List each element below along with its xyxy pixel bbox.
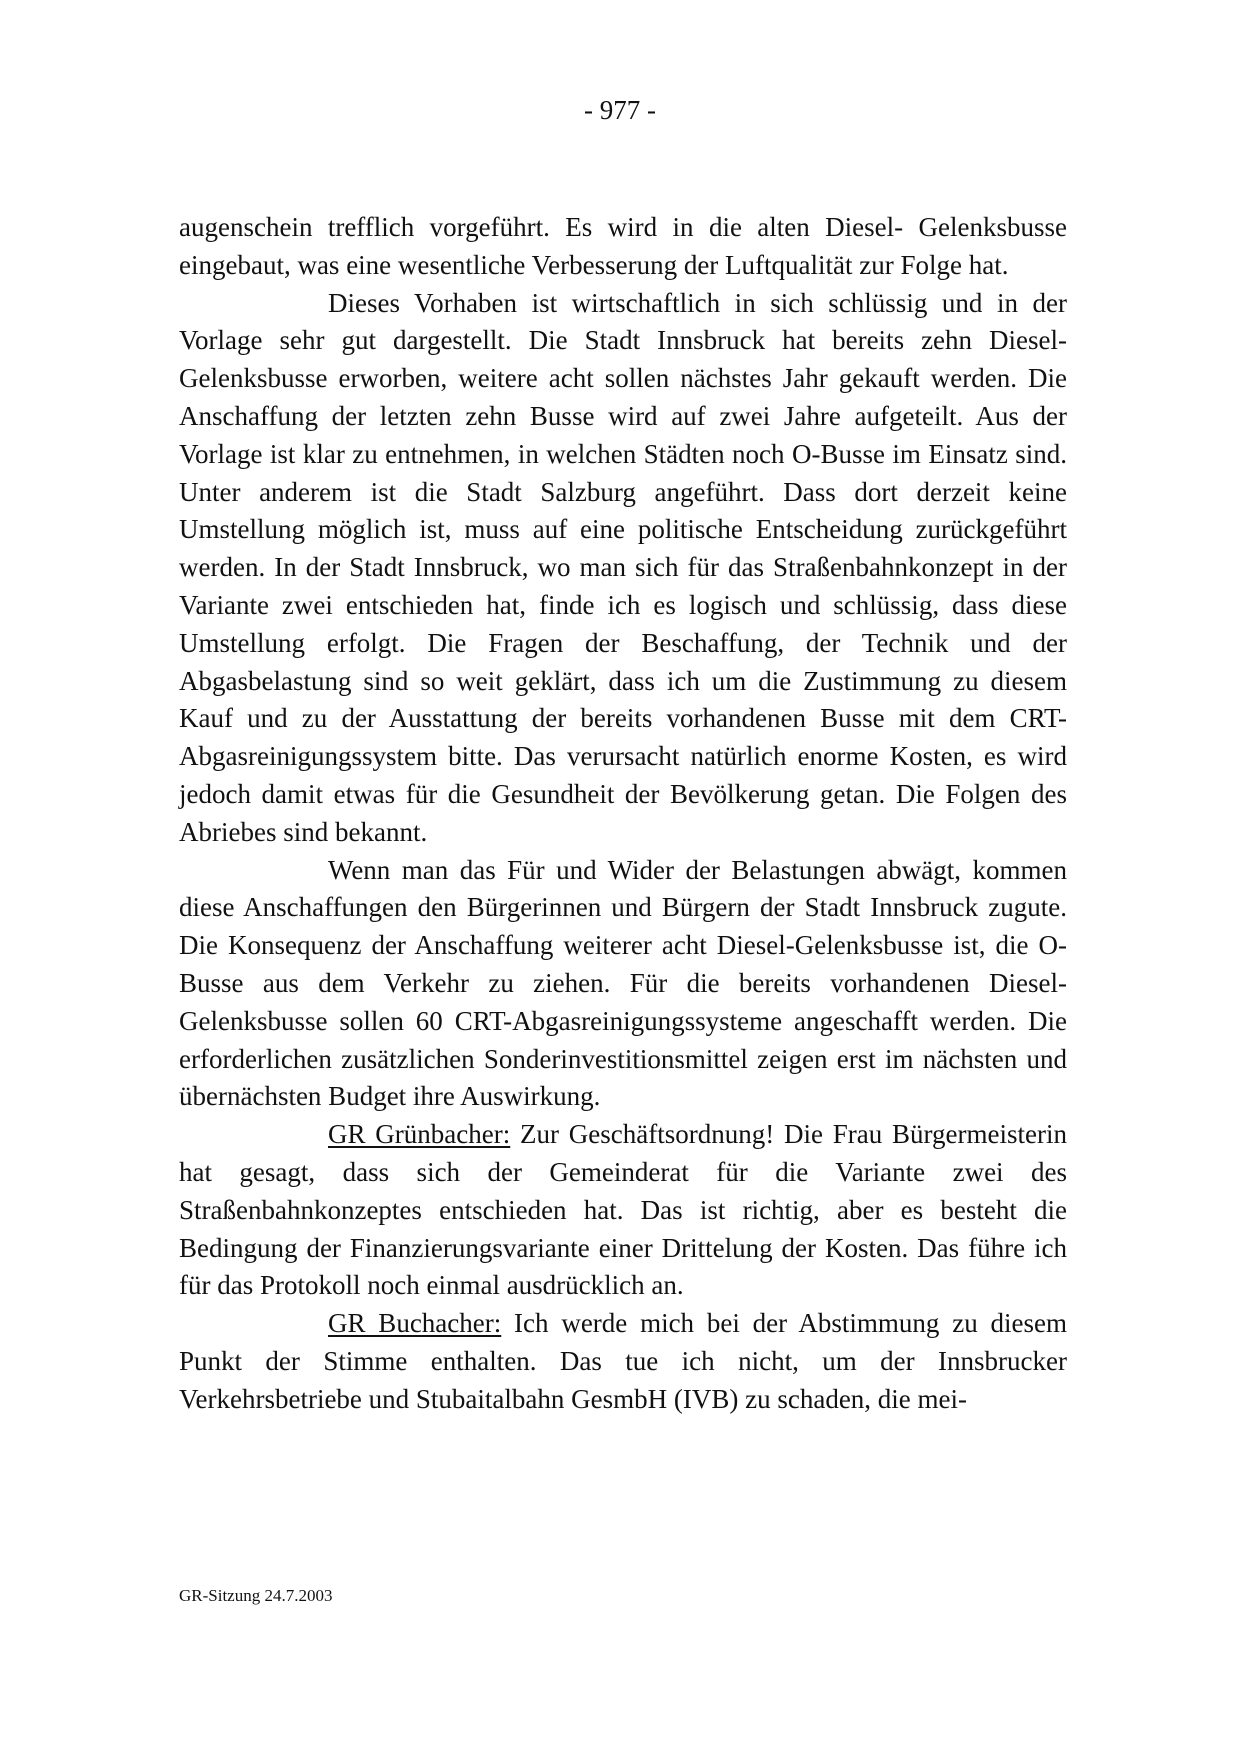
paragraph-vorhaben: Dieses Vorhaben ist wirtschaftlich in sich schlüssig und in der Vorlage sehr gut dargestellt. Die Stadt Innsbruck hat bereits zehn Diesel-Gelenksbusse erworben, weitere acht sollen nächstes Jahr gekauft werden. Die Anschaffung der letzten zehn Busse wird auf zwei Jahre aufgeteilt. Aus der Vorlage ist klar zu entnehmen, in welchen Städten noch O-Busse im Einsatz sind. Unter anderem ist die Stadt Salzburg angeführt. Dass dort derzeit keine Umstellung möglich ist, muss auf eine politische Entscheidung zurückgeführt werden. In der Stadt Innsbruck, wo man sich für das Straßenbahnkonzept in der Variante zwei entschieden hat, finde ich es logisch und schlüssig, dass diese Umstellung erfolgt. Die Fragen der Beschaffung, der Technik und der Abgasbelastung sind so weit geklärt, dass ich um die Zustimmung zu diesem Kauf und zu der Ausstattung der bereits vorhandenen Busse mit dem CRT-Abgasreinigungssystem bitte. Das verursacht natürlich enorme Kosten, es wird jedoch damit etwas für die Gesundheit der Bevölkerung getan. Die Folgen des Abriebes sind bekannt.	[179, 287, 1067, 847]
paragraph-continuation: augenschein trefflich vorgeführt. Es wird in die alten Diesel- Gelenksbusse eingebaut, was eine wesentliche Verbesserung der Luftqualität zur Folge hat.	[179, 212, 1067, 280]
paragraph-abwaegung: Wenn man das Für und Wider der Belastungen abwägt, kommen diese Anschaffungen den Bürgerinnen und Bürgern der Stadt Innsbruck zugute. Die Konsequenz der Anschaffung weiterer acht Diesel-Gelenksbusse ist, die O-Busse aus dem Verkehr zu ziehen. Für die bereits vorhandenen Diesel-Gelenksbusse sollen 60 CRT-Abgasreinigungssysteme angeschafft werden. Die erforderlichen zusätzlichen Sonderinvestitionsmittel zeigen erst im nächsten und übernächsten Budget ihre Auswirkung.	[179, 854, 1067, 1112]
footer-session-date: GR-Sitzung 24.7.2003	[179, 1586, 333, 1605]
speaker-buchacher: GR Buchacher:	[328, 1308, 502, 1339]
paragraph-gruenbacher	[179, 1116, 1067, 1305]
page-number: - 977 -	[584, 95, 656, 125]
statement-buchacher: Ich werde mich bei der Abstimmung zu diesem Punkt der Stimme enthalten. Das tue ich nicht, um der Innsbrucker Verkehrsbetriebe und Stubaitalbahn GesmbH (IVB) zu schaden, die mei-	[179, 1308, 1067, 1414]
document-body	[179, 209, 1067, 1419]
speaker-gruenbacher: GR Grünbacher:	[328, 1119, 511, 1150]
statement-gruenbacher: Zur Geschäftsordnung! Die Frau Bürgermeisterin hat gesagt, dass sich der Gemeinderat für die Variante zwei des Straßenbahnkonzeptes entschieden hat. Das ist richtig, aber es besteht die Bedingung der Finanzierungsvariante einer Drittelung der Kosten. Das führe ich für das Protokoll noch einmal ausdrücklich an.	[179, 1119, 1067, 1301]
paragraph-buchacher	[179, 1305, 1067, 1418]
